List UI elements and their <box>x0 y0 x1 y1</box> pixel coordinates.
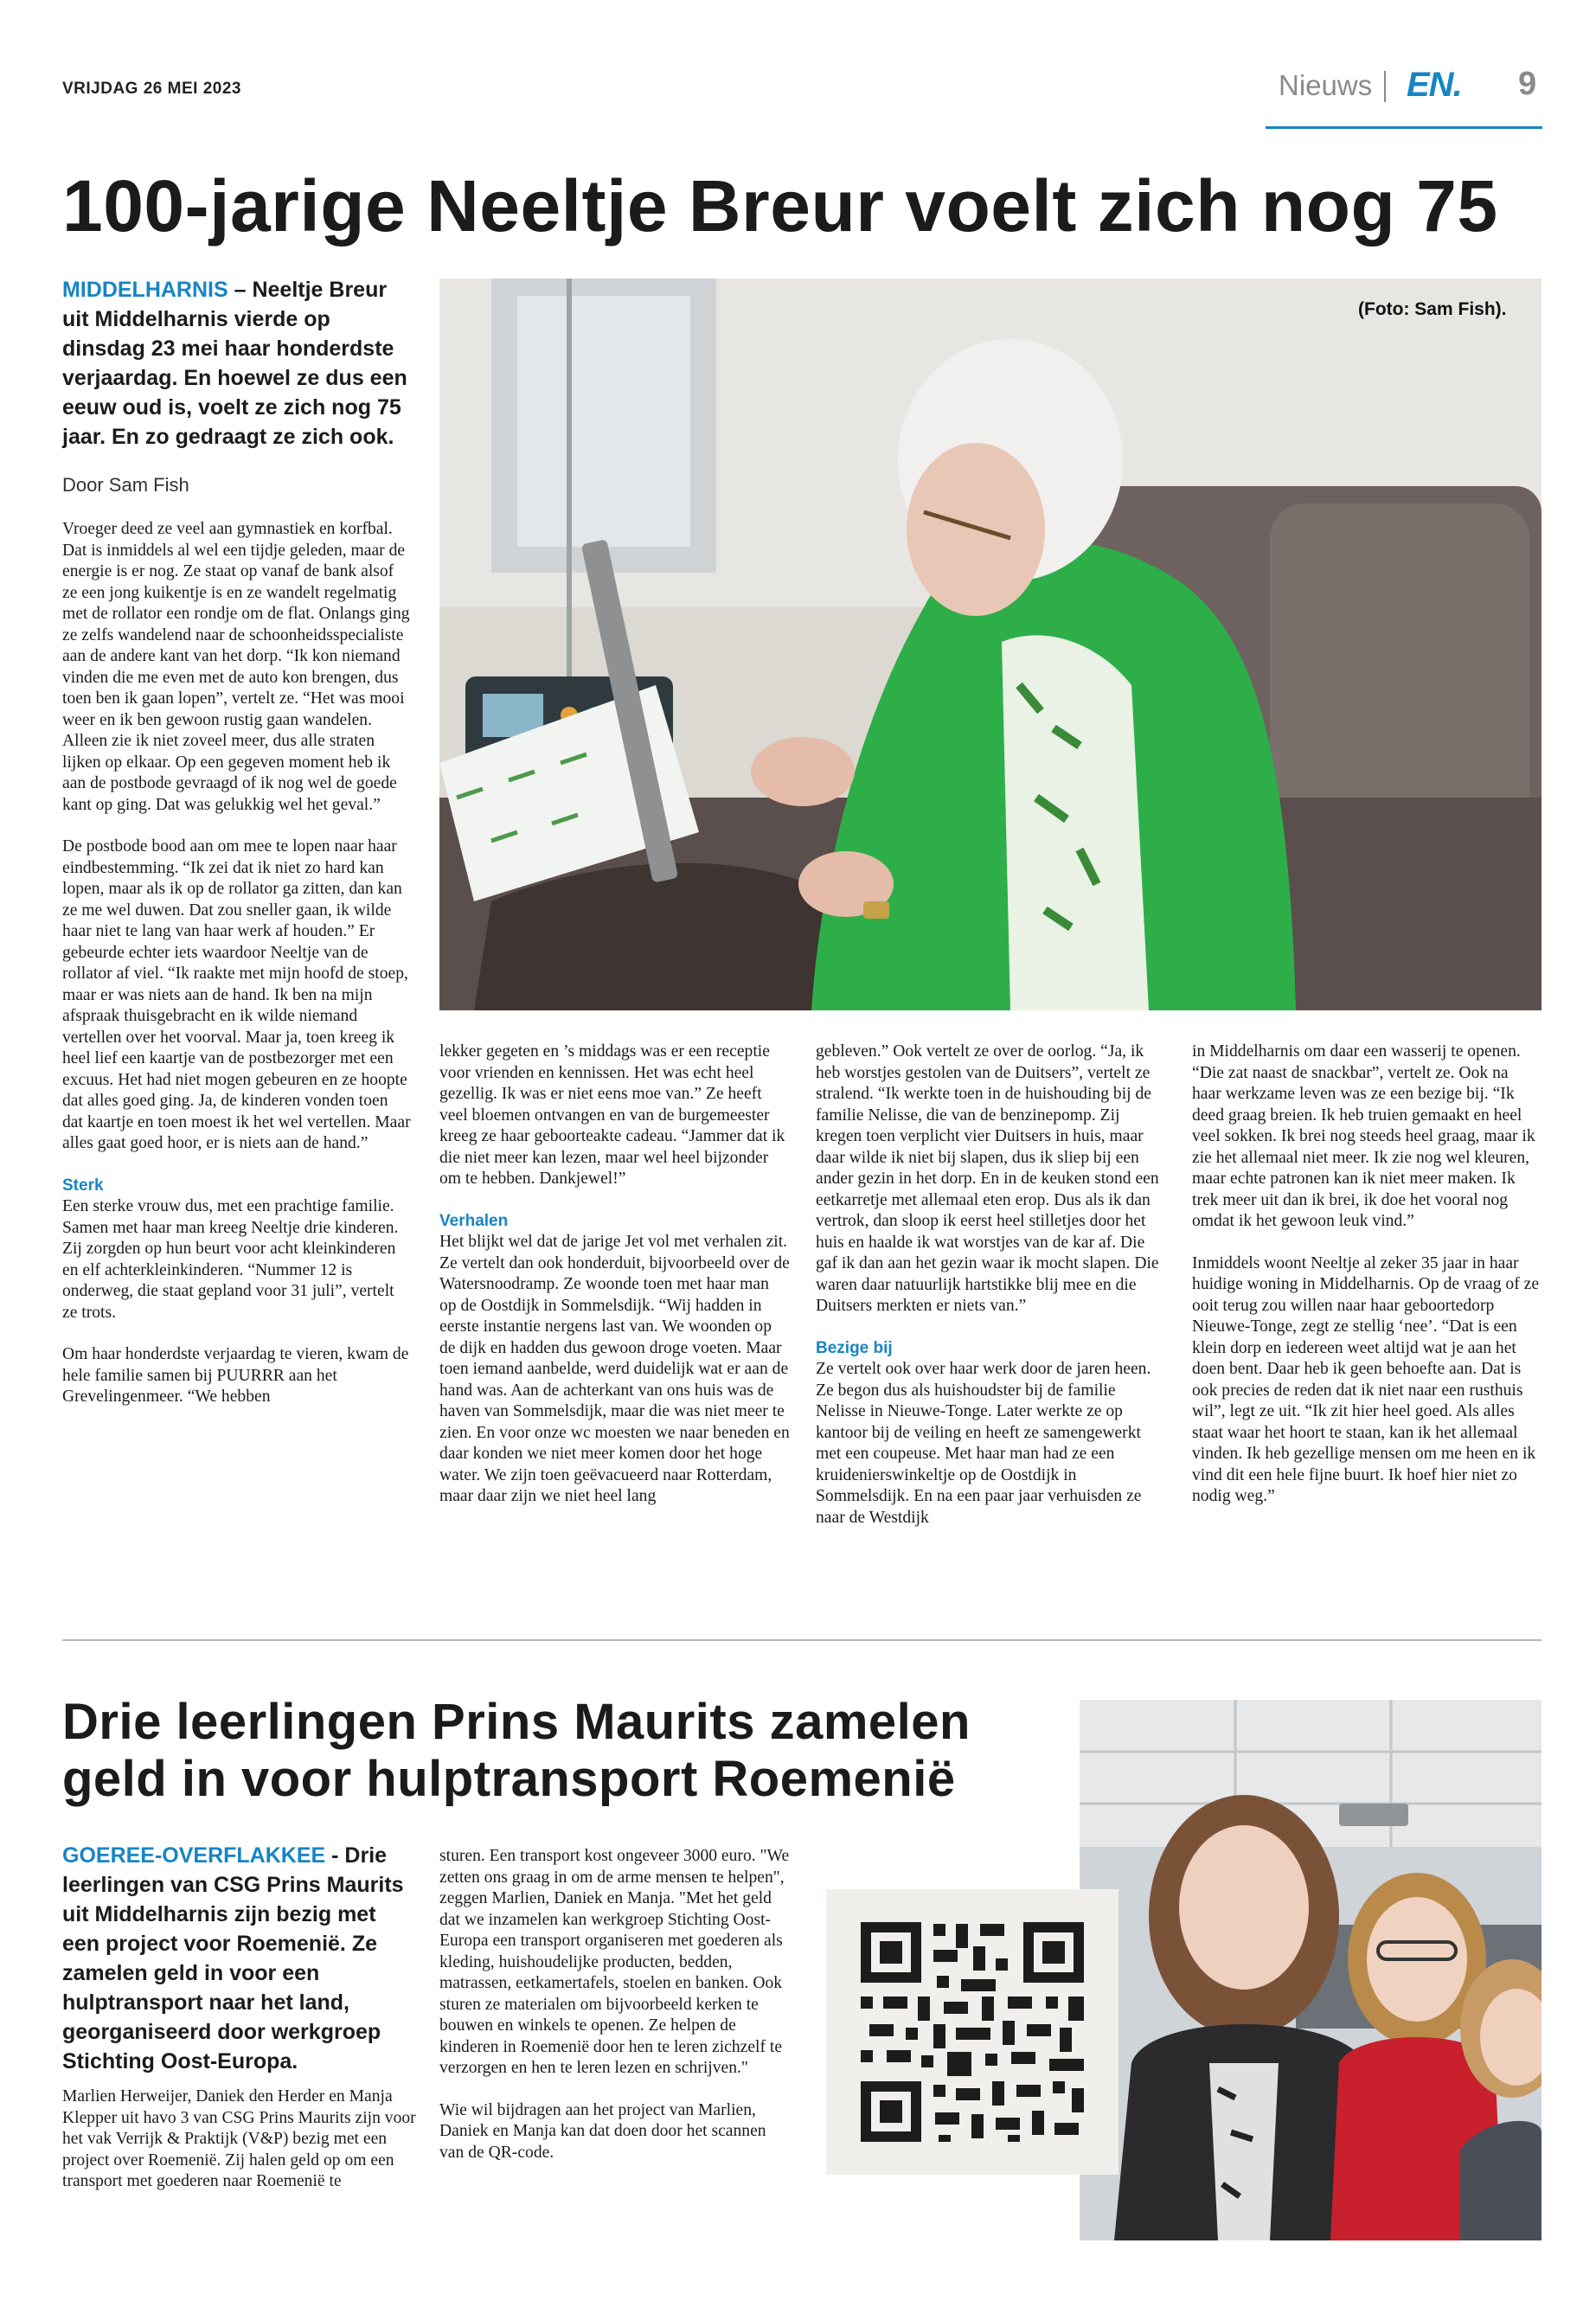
elderly-woman-photo-illustration <box>439 279 1542 1010</box>
article1-byline: Door Sam Fish <box>62 474 189 496</box>
article2-column-1 <box>62 2086 417 2214</box>
article2-photo <box>1080 1700 1542 2240</box>
article1-paragraph: in Middelharnis om daar een wasserij te openen. “Die zat naast de snackbar”, vertelt ze. Ook na haar werkzame leven was ze een bezige bij. “Ik deed graag breien. Ik heb truien gemaakt en heel veel sokken. Ik brei nog steeds heel graag, maar ik zie het allemaal niet meer. Ik zie nog wel kleuren, maar echte patronen kan ik niet meer maken. Ik trek meer uit dan ik brei, ik doe het vooral nog omdat ik het gewoon leuk vind.” <box>1192 1042 1535 1230</box>
newspaper-logo: EN. <box>1407 66 1462 104</box>
article1-paragraph: Inmiddels woont Neeltje al zeker 35 jaar in haar huidige woning in Middelharnis. Op de vraag of ze ooit terug zou willen naar haar geboortedorp Nieuwe-Tonge, zegt ze stellig ‘nee’. “Dat is een klein dorp en iedereen weet altijd wat je aan het doen bent. Daar heb ik geen behoefte aan. Dat is ook precies de reden dat ik niet naar een rusthuis wil”, legt ze uit. “Ik zit hier heel goed. Als alles staat waar het hoort te staan, kan ik het allemaal vinden. Ik heb gezellige mensen om me heen en ik vind dit een hele fijne buurt. Ik hoef hier niet zo nodig weg.” <box>1192 1253 1540 1505</box>
article1-column-4 <box>1192 1042 1542 1529</box>
article1-paragraph: De postbode bood aan om mee te lopen naar haar eindbestemming. “Ik zei dat ik niet zo hard kan lopen, maar als ik op de rollator ga zitten, dan kan ze me wel duwen. Dat zou sneller gaan, ik wilde haar niet te lang van haar werk af houden.” Er gebeurde echter iets waardoor Neeltje van de rollator af viel. “Ik raakte met mijn hoofd de stoep, maar er was niets aan de hand. Ik ben na mijn afspraak thuisgebracht en ik wilde niemand vertellen over het voorval. Maar ja, toen kreeg ik heel lief een kaartje van de postbezorger met een excuus. Het had niet mogen gebeuren en ze hoopte dat alles goed ging. Ja, de kinderen vonden toen dat kaartje en toen moest ik het wel vertellen. Maar alles gaat goed hoor, er is niets aan de hand.” <box>62 837 411 1152</box>
article1-location: MIDDELHARNIS <box>62 278 228 302</box>
article1-paragraph: Vroeger deed ze veel aan gymnastiek en korfbal. Dat is inmiddels al wel een tijdje geleden, maar de energie is er nog. Ze staat op vanaf de bank alsof ze een jong kuikentje is en ze wandelt regelmatig met de rollator een rondje om de flat. Onlangs ging ze zelfs wandelend naar de schoonheidsspecialiste aan de andere kant van het dorp. “Ik kon niemand vinden die me even met de auto kon brengen, dus toen ben ik gaan lopen”, vertelt ze. “Het was mooi weer en ik ben gewoon rustig gaan wandelen. Alleen zie ik niet zoveel meer, dus alle straten lijken op elkaar. Op een gegeven moment heb ik aan de postbode gevraagd of ik nog wel de goede kant op ging. Dat was gelukkig wel het geval.” <box>62 520 410 814</box>
article2-paragraph: Marlien Herweijer, Daniek den Herder en Manja Klepper uit havo 3 van CSG Prins Maurits zijn voor het vak Verrijk & Praktijk (V&P) bezig met een project over Roemenië. Zij halen geld op om een transport met goederen naar Roemenië te <box>62 2087 416 2190</box>
article1-paragraph: Een sterke vrouw dus, met een prachtige familie. Samen met haar man kreeg Neeltje drie kinderen. Zij zorgden op hun beurt voor acht kleinkinderen en elf achterkleinkinderen. “Nummer 12 is onderweg, die staat gepland voor 31 juli”, vertelt ze trots. <box>62 1197 399 1322</box>
article1-subhead-sterk: Sterk <box>62 1176 104 1195</box>
students-photo-illustration <box>1080 1700 1542 2240</box>
article2-paragraph: Wie wil bijdragen aan het project van Marlien, Daniek en Manja kan dat doen door het scannen van de QR-code. <box>439 2100 766 2162</box>
section-label: Nieuws <box>1279 69 1373 101</box>
article1-subhead-verhalen: Verhalen <box>439 1211 509 1230</box>
article2-paragraph: sturen. Een transport kost ongeveer 3000 euro. "We zetten ons graag in om de arme mensen te helpen", zeggen Marlien, Daniek en Manja. "Met het geld dat we inzamelen kan werkgroep Stichting Oost-Europa een transport organiseren met goederen als kleding, huishoudelijke producten, bedden, matrassen, eetkamertafels, stoelen en banken. Ook sturen ze materialen om bijvoorbeeld kerken te bouwen en winkels te openen. Ze helpen de kinderen in Roemenië door hen te leren zichzelf te verzorgen en hen te leren lezen en schrijven." <box>439 1847 790 2077</box>
article2-column-2 <box>439 1846 790 2184</box>
article1-photo <box>439 279 1542 1010</box>
article2-headline-line-2: geld in voor hulptransport Roemenië <box>62 1751 956 1807</box>
page-number: 9 <box>1518 66 1537 102</box>
article1-lead-text: – Neeltje Breur uit Middelharnis vierde op dinsdag 23 mei haar honderdste verjaardag. En hoewel ze dus een eeuw oud is, voelt ze zich nog 75 jaar. En zo gedraagt ze zich ook. <box>62 278 407 449</box>
article2-lead <box>62 1841 408 2076</box>
article1-column-1 <box>62 519 411 1429</box>
article2-lead-text: - Drie leerlingen van CSG Prins Maurits uit Middelharnis zijn bezig met een project voor Roemenië. Ze zamelen geld in voor een hulptransport naar het land, georganiseerd door werkgroep Stichting Oost-Europa. <box>62 1843 404 2073</box>
article1-lead <box>62 275 408 452</box>
article1-column-2 <box>439 1042 790 1529</box>
article1-paragraph: lekker gegeten en ’s middags was er een receptie voor vrienden en kennissen. Het was echt heel gezellig. Ik was er niet eens moe van.” Ze heeft veel bloemen ontvangen en van de burgemeester kreeg ze haar geboorteakte cadeau. “Jammer dat ik die niet meer kan lezen, maar wel heel bijzonder om te hebben. Dankjewel!” <box>439 1042 785 1188</box>
article1-paragraph: Ze vertelt ook over haar werk door de jaren heen. Ze begon dus als huishoudster bij de familie Nelisse in Nieuwe-Tonge. Later werkte ze op kantoor bij de veiling en heeft ze samengewerkt met een coupeuse. Met haar man had ze een kruidenierswinkeltje op de Oostdijk in Sommelsdijk. En na een paar jaar verhuisden ze naar de Westdijk <box>816 1360 1151 1527</box>
header-separator <box>1384 71 1386 102</box>
article1-photo-credit: (Foto: Sam Fish). <box>1358 299 1507 319</box>
article1-column-3 <box>816 1042 1166 1549</box>
article2-location: GOEREE-OVERFLAKKEE <box>62 1843 326 1868</box>
article1-paragraph: Het blijkt wel dat de jarige Jet vol met verhalen zit. Ze vertelt dan ook honderduit, bijvoorbeeld over de Watersnoodramp. Ze woonde toen met haar man op de Oostdijk in Sommelsdijk. “Wij hadden in eerste instantie nergens last van. We woonden op de dijk en hadden dus gewoon droge voeten. Maar toen iemand aanbelde, werd duidelijk wat er aan de hand was. Aan de achterkant van ons huis was de haven van Sommelsdijk, maar die was niet meer te zien. En voor onze wc moesten we naar beneden en daar konden we niet meer komen door het hoge water. We zijn toen geëvacueerd naar Rotterdam, maar daar zijn we niet heel lang <box>439 1233 790 1505</box>
qr-code-card[interactable] <box>826 1889 1118 2175</box>
article2-headline-line-1: Drie leerlingen Prins Maurits zamelen <box>62 1694 971 1750</box>
issue-date: VRIJDAG 26 MEI 2023 <box>62 80 241 98</box>
qr-code-icon[interactable] <box>826 1889 1118 2175</box>
article2-headline <box>62 1694 971 1808</box>
header-rule <box>1266 126 1542 129</box>
article1-headline: 100-jarige Neeltje Breur voelt zich nog 75 <box>62 165 1498 247</box>
article1-paragraph: Om haar honderdste verjaardag te vieren, kwam de hele familie samen bij PUURRR aan het Grevelingenmeer. “We hebben <box>62 1345 409 1406</box>
article-divider <box>62 1639 1542 1641</box>
article1-paragraph: gebleven.” Ook vertelt ze over de oorlog. “Ja, ik heb worstjes gestolen van de Duitsers”, vertelt ze stralend. “Ik werkte toen in de huishouding bij de familie Nelisse, die van de benzinepomp. Zij kregen toen verplicht vier Duitsers in huis, maar daar wilde ik niet bij slapen, dus ik sliep bij een ander gezin in het dorp. En in de keuken stond een eetkarretje met allemaal eten erop. Dus als ik dan vertrok, dan sloop ik eerst heel stilletjes door het huis en haalde ik wat worstjes van de kar af. Die gaf ik dan aan het gezin waar ik mocht slapen. Die waren daar natuurlijk hartstikke blij mee en die Duitsers merkten er niets van.” <box>816 1042 1159 1315</box>
article1-subhead-bezige-bij: Bezige bij <box>816 1338 893 1357</box>
